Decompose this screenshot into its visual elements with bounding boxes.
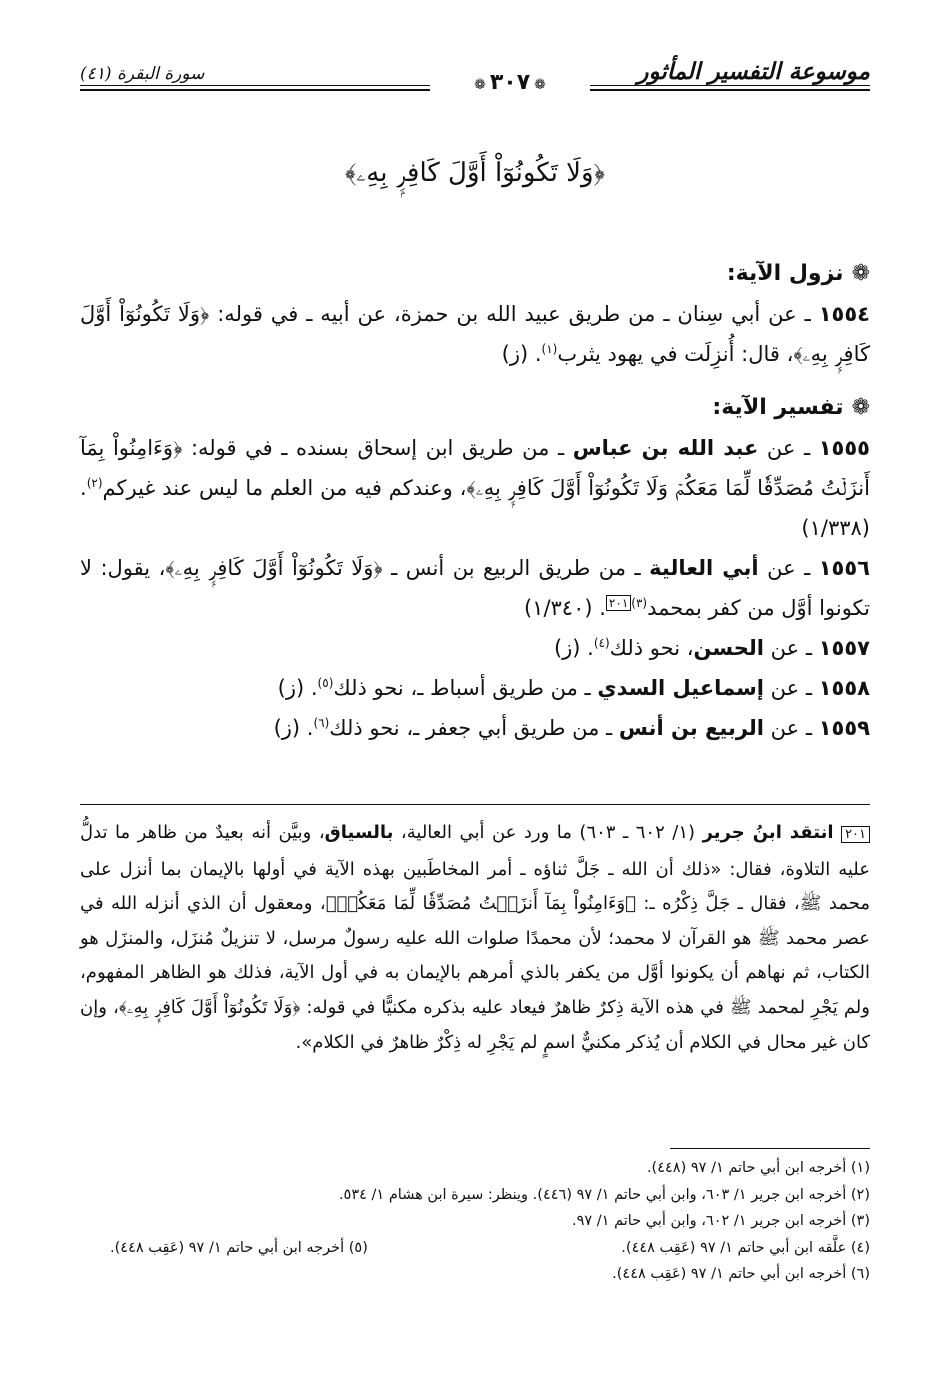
- entry-1554: ١٥٥٤ ـ عن أبي سِنان ـ من طريق عبيد الله بن حمزة، عن أبيه ـ في قوله: ﴿وَلَا تَكُونُوٓاْ أَوَّلَ كَافِرِۭ بِهِۦ﴾، قال: أُنزِلَت في يهود يثرب$^{(١)}$. (ز): [80, 302, 870, 366]
- quran-quote: ﴿وَلَا تَكُونُوٓاْ أَوَّلَ كَافِرِۭ بِهِۦ﴾: [118, 996, 301, 1018]
- book-title: موسوعة التفسير المأثور: [637, 58, 870, 85]
- footnotes: [80, 1155, 870, 1288]
- quran-quote: ﴿وَءَامِنُواْ بِمَآ أَنزَلۡتُ مُصَدِّقٗا لِّمَا مَعَكُمۡ﴾: [325, 893, 636, 915]
- narrator-name: الحسن: [693, 636, 764, 660]
- entry-number: ١٥٥٩: [818, 716, 870, 740]
- page-header: [80, 58, 870, 98]
- commentary-ref-box[interactable]: ٢٠١: [606, 595, 631, 611]
- entry-1555: ١٥٥٥ ـ عن عبد الله بن عباس ـ من طريق ابن إسحاق بسنده ـ في قوله: ﴿وَءَامِنُواْ بِمَآ أَنزَلۡتُ مُصَدِّقٗا لِّمَا مَعَكُمۡ وَلَا تَكُونُوٓاْ أَوَّلَ كَافِرِۭ بِهِۦ﴾، وعندكم فيه من العلم ما ليس عند غيركم$^{(٢)}$. (١/٣٣٨): [80, 436, 870, 540]
- entry-1556: ١٥٥٦ ـ عن أبي العالية ـ من طريق الربيع بن أنس ـ ﴿وَلَا تَكُونُوٓاْ أَوَّلَ كَافِرِۭ بِهِۦ﴾، يقول: لا تكونوا أوَّل من كفر بمحمد$^{(٣)٢٠١}$. (١/٣٤٠): [80, 556, 870, 620]
- header-rule-left: [80, 85, 435, 86]
- ornament-icon: ❁: [534, 77, 546, 93]
- header-rule-right-thick: [590, 89, 870, 91]
- entry-number: ١٥٥٧: [818, 636, 870, 660]
- section-heading-nuzul: ❁نزول الآية:: [726, 261, 870, 286]
- footnote-ref: (٣): [631, 596, 648, 610]
- quran-quote: ﴿وَءَامِنُواْ بِمَآ أَنزَلۡتُ مُصَدِّقٗا لِّمَا مَعَكُمۡ وَلَا تَكُونُوٓاْ أَوَّلَ كَافِرِۭ بِهِۦ﴾: [80, 436, 870, 500]
- entry-number: ١٥٥٤: [818, 302, 870, 326]
- footnote-2: (٢) أخرجه ابن جرير ١/ ٦٠٣، وابن أبي حاتم ١/ ٩٧ (٤٤٦). وينظر: سيرة ابن هشام ١/ ٥٣٤.: [338, 1186, 870, 1203]
- footnote-4: (٤) علَّقه ابن أبي حاتم ١/ ٩٧ (عَقِب ٤٤٨).: [621, 1239, 870, 1256]
- footnote-1: (١) أخرجه ابن أبي حاتم ١/ ٩٧ (٤٤٨).: [646, 1160, 870, 1176]
- footnote-ref: (٤): [593, 636, 610, 650]
- footnote-ref: (٢): [86, 476, 103, 490]
- footnotes-separator: [670, 1148, 870, 1149]
- main-text: [80, 254, 870, 748]
- footnote-6: (٦) أخرجه ابن أبي حاتم ١/ ٩٧ (عَقِب ٤٤٨).: [612, 1266, 870, 1282]
- quran-quote: ﴿وَلَا تَكُونُوٓاْ أَوَّلَ كَافِرِۭ بِهِۦ﴾: [165, 556, 383, 580]
- narrator-name: أبي العالية: [649, 556, 759, 580]
- header-rule-left-thick: [80, 89, 435, 91]
- commentary-method: بالسياق: [324, 822, 394, 843]
- footnote-ref: (٦): [313, 716, 330, 730]
- header-rule-right: [590, 85, 870, 86]
- flower-icon: ❁: [851, 395, 870, 420]
- entry-number: ١٥٥٨: [818, 676, 870, 700]
- footnote-row-4-5: [80, 1235, 870, 1262]
- verse-heading: ﴿وَلَا تَكُونُوٓاْ أَوَّلَ كَافِرِۭ بِهِۦ﴾: [344, 158, 606, 188]
- footnote-5: (٥) أخرجه ابن أبي حاتم ١/ ٩٧ (عَقِب ٤٤٨).: [110, 1239, 368, 1256]
- footnote-3: (٣) أخرجه ابن جرير ١/ ٦٠٢، وابن أبي حاتم ١/ ٩٧.: [571, 1213, 870, 1229]
- entry-number: ١٥٥٥: [818, 436, 870, 460]
- surah-reference: سورة البقرة (٤١): [80, 64, 205, 84]
- entry-1558: ١٥٥٨ ـ عن إسماعيل السدي ـ من طريق أسباط ـ، نحو ذلك$^{(٥)}$. (ز): [277, 676, 870, 700]
- flower-icon: ❁: [851, 261, 870, 286]
- section-heading-tafsir: ❁تفسير الآية:: [712, 395, 870, 420]
- commentary-box-number: ٢٠١: [841, 826, 870, 843]
- footnote-ref: (٥): [317, 676, 334, 690]
- page-number: ٣٠٧: [489, 70, 531, 95]
- narrator-name: عبد الله بن عباس: [572, 436, 759, 460]
- commentary-block: ٢٠١ انتقد ابنُ جرير (١/ ٦٠٢ ـ ٦٠٣) ما ورد عن أبي العالية، بالسياق، وبيَّن أنه بعيدٌ من ظاهر ما تدلُّ عليه التلاوة، فقال: «ذلك أن الله ـ جَلَّ ثناؤه ـ أمر المخاطَبين بهذه الآية في أولها بالإيمان بما أنزل على محمد ﷺ، فقال ـ جَلَّ ذِكْرُه ـ: ﴿وَءَامِنُواْ بِمَآ أَنزَلۡتُ مُصَدِّقٗا لِّمَا مَعَكُمۡ﴾، ومعقول أن الذي أنزله الله في عصر محمد ﷺ هو القرآن لا محمد؛ لأن محمدًا صلوات الله عليه رسولٌ مرسل، لا تنزيلٌ مُنزَل، والمنزَل هو الكتاب، ثم نهاهم أن يكونوا أوَّل من يكفر بالذي أمرهم بالإيمان به في أول الآية، فذلك هو الظاهر المفهوم، ولم يَجْرِ لمحمد ﷺ في هذه الآية ذِكرٌ ظاهرٌ فيعاد عليه بذكره مكنيًّا في قوله: ﴿وَلَا تَكُونُوٓاْ أَوَّلَ كَافِرِۭ بِهِۦ﴾، وإن كان غير محال في الكلام أن يُذكر مكنيٌّ اسمٍ لم يَجْرِ له ذِكْرٌ ظاهرٌ في الكلام».: [80, 822, 870, 1053]
- footnote-ref: (١): [541, 342, 558, 356]
- entry-number: ١٥٥٦: [818, 556, 870, 580]
- commentary-separator: [80, 804, 870, 805]
- narrator-name: الربيع بن أنس: [618, 716, 764, 740]
- page-number-block: [430, 70, 590, 95]
- entry-1559: ١٥٥٩ ـ عن الربيع بن أنس ـ من طريق أبي جعفر ـ، نحو ذلك$^{(٦)}$. (ز): [273, 716, 870, 740]
- narrator-name: إسماعيل السدي: [597, 676, 764, 700]
- ornament-icon: ❁: [474, 77, 486, 93]
- commentary-lead: انتقد ابنُ جرير: [702, 822, 834, 843]
- quran-quote: ﴿وَلَا تَكُونُوٓاْ أَوَّلَ كَافِرِۭ بِهِۦ﴾: [80, 302, 870, 366]
- entry-1557: ١٥٥٧ ـ عن الحسن، نحو ذلك$^{(٤)}$. (ز): [553, 636, 870, 660]
